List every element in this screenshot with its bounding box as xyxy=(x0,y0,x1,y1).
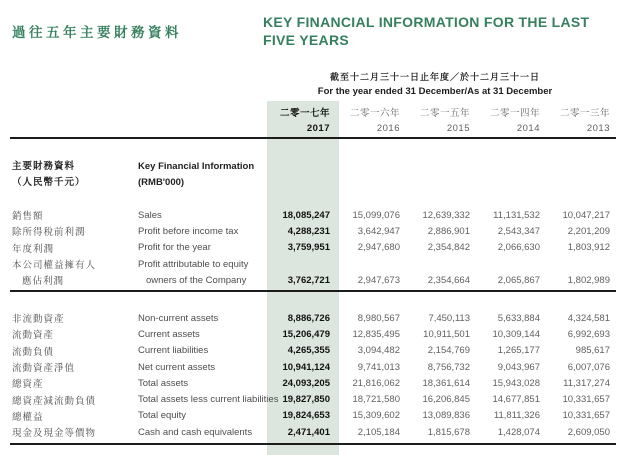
year-header-row xyxy=(0,104,640,120)
period-header-en: For the year ended 31 December/As at 31 December xyxy=(317,86,553,97)
cell-value: 15,943,028 xyxy=(492,377,540,389)
cell-value: 6,992,693 xyxy=(567,328,610,340)
table-row xyxy=(0,408,640,424)
row-label-en: Net current assets xyxy=(138,361,216,373)
cell-value: 4,288,231 xyxy=(287,225,330,237)
cell-value: 15,206,479 xyxy=(282,328,330,340)
section-head-en-line1: Key Financial Information xyxy=(138,161,255,172)
cell-value: 11,131,532 xyxy=(493,209,540,221)
row-label-en: Cash and cash equivalents xyxy=(138,426,253,438)
cell-value: 9,043,967 xyxy=(497,361,540,373)
cell-value: 10,911,501 xyxy=(423,328,470,340)
table-row xyxy=(0,391,640,407)
row-label-zh: 本公司權益擁有人 xyxy=(12,260,97,272)
row-label-en: Non-current assets xyxy=(138,312,219,324)
section-head-zh-line1: 主要財務資料 xyxy=(12,161,76,172)
table-section-1 xyxy=(0,207,640,288)
row-label-zh: 流動資產 xyxy=(12,330,55,342)
cell-value: 2,105,184 xyxy=(357,426,400,438)
row-label-zh: 應佔利潤 xyxy=(22,276,65,288)
table-row xyxy=(0,310,640,326)
row-label-zh: 流動資產淨值 xyxy=(12,363,76,375)
cell-value: 2,354,664 xyxy=(427,274,470,286)
cell-value: 2,543,347 xyxy=(497,225,540,237)
table-row xyxy=(0,424,640,440)
section-head-zh-line2: （人民幣千元） xyxy=(12,177,86,188)
cell-value: 2,065,867 xyxy=(497,274,540,286)
cell-value: 2,471,401 xyxy=(287,426,330,438)
row-label-en: Total assets less current liabilities xyxy=(138,394,279,406)
row-label-zh: 總資產減流動負債 xyxy=(12,395,97,407)
cell-value: 12,835,495 xyxy=(352,328,400,340)
cell-value: 14,677,851 xyxy=(492,394,540,406)
cell-value: 10,941,124 xyxy=(282,361,330,373)
row-label-en: owners of the Company xyxy=(146,274,247,286)
cell-value: 11,317,274 xyxy=(563,377,610,389)
cell-value: 1,815,678 xyxy=(427,426,470,438)
cell-value: 2,609,050 xyxy=(567,426,610,438)
table-row xyxy=(0,375,640,391)
cell-value: 1,803,912 xyxy=(567,242,610,254)
cell-value: 13,089,836 xyxy=(422,410,470,422)
cell-value: 4,265,355 xyxy=(287,345,330,357)
year-label-zh: 二零一六年 xyxy=(349,108,400,119)
cell-value: 15,099,076 xyxy=(352,209,400,221)
cell-value: 19,827,850 xyxy=(282,394,330,406)
row-label-zh: 現金及現金等價物 xyxy=(12,428,97,440)
table-row xyxy=(0,223,640,239)
cell-value: 2,947,673 xyxy=(357,274,400,286)
period-header-zh: 截至十二月三十一日止年度／於十二月三十一日 xyxy=(329,72,540,82)
cell-value: 1,428,074 xyxy=(497,426,540,438)
row-label-zh: 除所得稅前利潤 xyxy=(12,227,86,239)
cell-value: 3,094,482 xyxy=(357,345,400,357)
cell-value: 11,811,326 xyxy=(493,410,540,422)
cell-value: 10,331,657 xyxy=(562,394,610,406)
section-head-en xyxy=(138,159,338,191)
year-label-en: 2014 xyxy=(516,122,540,134)
table-row xyxy=(0,343,640,359)
row-label-zh: 總權益 xyxy=(12,411,44,423)
year-label-en: 2016 xyxy=(376,122,400,134)
cell-value: 21,816,062 xyxy=(352,377,400,389)
row-label-en: Profit before income tax xyxy=(138,225,239,237)
table-mid-rule xyxy=(10,290,616,292)
cell-value: 8,980,567 xyxy=(357,312,400,324)
table-row xyxy=(0,326,640,342)
year-label-en: 2013 xyxy=(586,122,610,134)
page-title-en xyxy=(263,13,633,49)
cell-value: 4,324,581 xyxy=(567,312,610,324)
section-head-zh xyxy=(12,159,138,191)
cell-value: 18,085,247 xyxy=(282,209,330,221)
cell-value: 2,354,842 xyxy=(427,242,470,254)
section-head-en-line2: (RMB'000) xyxy=(138,177,185,188)
cell-value: 5,633,884 xyxy=(497,312,540,324)
cell-value: 18,721,580 xyxy=(352,394,400,406)
row-label-en: Total equity xyxy=(138,410,187,422)
cell-value: 2,066,630 xyxy=(497,242,540,254)
row-label-zh: 銷售額 xyxy=(12,211,44,223)
period-header xyxy=(258,70,612,97)
cell-value: 3,642,947 xyxy=(357,225,400,237)
row-label-en: Current liabilities xyxy=(138,345,209,357)
year-label-zh: 二零一七年 xyxy=(279,108,330,119)
page-title-en-line1: KEY FINANCIAL INFORMATION FOR THE LAST xyxy=(263,14,590,30)
page-title-zh: 過往五年主要財務資料 xyxy=(12,25,182,40)
cell-value: 985,617 xyxy=(575,345,610,357)
table-row xyxy=(0,359,640,375)
cell-value: 2,886,901 xyxy=(427,225,470,237)
cell-value: 2,154,769 xyxy=(427,345,470,357)
cell-value: 8,886,726 xyxy=(287,312,330,324)
table-bottom-rule xyxy=(10,443,616,445)
table-section-head xyxy=(0,159,338,191)
row-label-en: Sales xyxy=(138,209,162,221)
year-label-zh: 二零一三年 xyxy=(559,108,610,119)
row-label-en: Current assets xyxy=(138,328,200,340)
page-title-en-line2: FIVE YEARS xyxy=(263,32,349,48)
year-header-row xyxy=(0,120,640,136)
row-label-zh: 非流動資產 xyxy=(12,314,65,326)
year-label-zh: 二零一四年 xyxy=(489,108,540,119)
table-row xyxy=(0,256,640,272)
table-section-2 xyxy=(0,310,640,440)
cell-value: 6,007,076 xyxy=(567,361,610,373)
year-label-en: 2015 xyxy=(446,122,470,134)
row-label-en: Profit attributable to equity xyxy=(138,258,249,270)
cell-value: 3,762,721 xyxy=(287,274,330,286)
row-label-zh: 年度利潤 xyxy=(12,243,55,255)
cell-value: 10,331,657 xyxy=(562,410,610,422)
cell-value: 15,309,602 xyxy=(352,410,400,422)
table-top-rule xyxy=(10,137,616,139)
row-label-en: Total assets xyxy=(138,377,189,389)
cell-value: 8,756,732 xyxy=(427,361,470,373)
cell-value: 16,206,845 xyxy=(422,394,470,406)
row-label-en: Profit for the year xyxy=(138,242,211,254)
cell-value: 7,450,113 xyxy=(428,312,470,324)
cell-value: 10,047,217 xyxy=(562,209,610,221)
cell-value: 1,265,177 xyxy=(497,345,540,357)
row-label-zh: 總資產 xyxy=(12,379,44,391)
cell-value: 2,201,209 xyxy=(567,225,610,237)
table-row xyxy=(0,207,640,223)
cell-value: 18,361,614 xyxy=(422,377,470,389)
cell-value: 10,309,144 xyxy=(492,328,540,340)
cell-value: 12,639,332 xyxy=(422,209,470,221)
table-row xyxy=(0,272,640,288)
year-header-rows xyxy=(0,104,640,136)
cell-value: 19,824,653 xyxy=(282,410,330,422)
year-label-en: 2017 xyxy=(306,122,330,134)
row-label-zh: 流動負債 xyxy=(12,346,55,358)
cell-value: 24,093,205 xyxy=(282,377,330,389)
cell-value: 1,802,989 xyxy=(567,274,610,286)
table-row xyxy=(0,240,640,256)
year-label-zh: 二零一五年 xyxy=(419,108,470,119)
cell-value: 3,759,951 xyxy=(287,242,330,254)
cell-value: 9,741,013 xyxy=(357,361,400,373)
cell-value: 2,947,680 xyxy=(357,242,400,254)
